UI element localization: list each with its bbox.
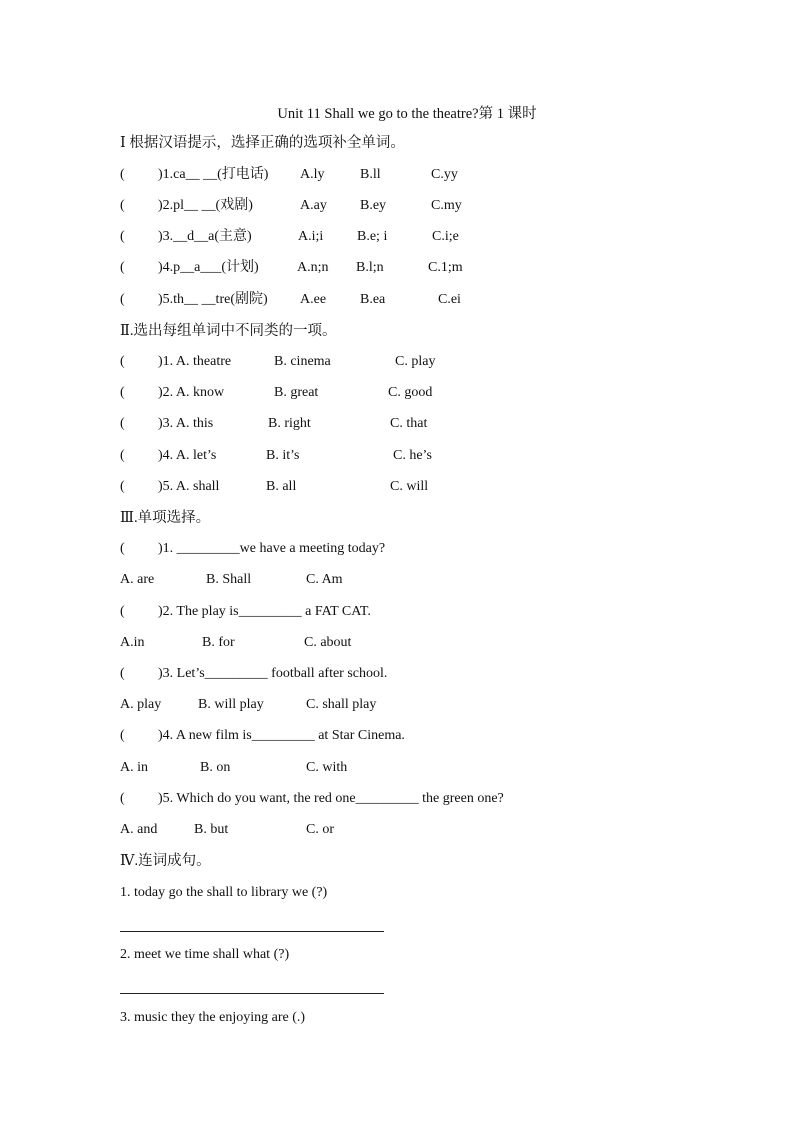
question-text: )5.th__ __tre(剧院) (158, 292, 268, 307)
option-b: B. right (268, 416, 311, 431)
question-text: )3. A. this (158, 416, 214, 431)
option-b: B.ey (360, 198, 387, 213)
option-b: B. cinema (274, 354, 331, 369)
answer-bracket: ( (120, 167, 125, 182)
option-a: A. in (120, 760, 148, 775)
question-text: )4. A. let’s (158, 448, 217, 463)
answer-bracket: ( (120, 479, 125, 494)
option-b: B.e; i (357, 229, 388, 244)
section-2-heading: Ⅱ.选出每组单词中不同类的一项。 (120, 323, 337, 339)
option-c: C. he’s (393, 448, 432, 463)
answer-bracket: ( (120, 541, 125, 556)
option-c: C. will (390, 479, 429, 494)
option-c: C.my (431, 198, 462, 213)
option-a: A. are (120, 572, 155, 587)
answer-bracket: ( (120, 448, 125, 463)
question-text: )2. A. know (158, 385, 225, 400)
list-item: 3. music they the enjoying are (.) (120, 1010, 306, 1025)
section-4-heading: Ⅳ.连词成句。 (120, 853, 211, 869)
section-1-heading: Ⅰ 根据汉语提示，选择正确的选项补全单词。 (120, 135, 405, 151)
option-c: C.i;e (432, 229, 459, 244)
question-text: )2.pl__ __(戏剧) (158, 198, 253, 213)
option-c: C. shall play (306, 697, 377, 712)
question-text: )4. A new film is_________ at Star Cinema. (158, 728, 405, 743)
answer-bracket: ( (120, 260, 125, 275)
answer-bracket: ( (120, 198, 125, 213)
option-c: C. play (395, 354, 436, 369)
option-a: A.i;i (298, 229, 324, 244)
question-text: )5. Which do you want, the red one_________ the green one? (158, 791, 504, 806)
option-c: C. about (304, 635, 352, 650)
answer-bracket: ( (120, 666, 125, 681)
answer-bracket: ( (120, 416, 125, 431)
question-text: )5. A. shall (158, 479, 220, 494)
answer-bracket: ( (120, 292, 125, 307)
page-title: Unit 11 Shall we go to the theatre?第 1 课时 (277, 106, 537, 122)
answer-bracket: ( (120, 728, 125, 743)
answer-bracket: ( (120, 791, 125, 806)
option-c: C. that (390, 416, 428, 431)
answer-bracket: ( (120, 229, 125, 244)
option-a: A.n;n (297, 260, 329, 275)
answer-bracket: ( (120, 385, 125, 400)
option-b: B. on (200, 760, 231, 775)
option-c: C. or (306, 822, 334, 837)
list-item: 2. meet we time shall what (?) (120, 947, 290, 962)
answer-bracket: ( (120, 604, 125, 619)
question-text: )1.ca__ __(打电话) (158, 167, 269, 182)
option-c: C. with (306, 760, 348, 775)
option-c: C.yy (431, 167, 458, 182)
option-c: C. good (388, 385, 433, 400)
question-text: )3. Let’s_________ football after school. (158, 666, 388, 681)
question-text: )1. _________we have a meeting today? (158, 541, 386, 556)
option-a: A.ly (300, 167, 325, 182)
option-a: A.ee (300, 292, 327, 307)
option-b: B. will play (198, 697, 264, 712)
option-a: A.in (120, 635, 145, 650)
answer-line[interactable] (120, 931, 384, 932)
list-item: 1. today go the shall to library we (?) (120, 885, 328, 900)
option-c: C. Am (306, 572, 343, 587)
option-b: B. but (194, 822, 229, 837)
option-b: B.ll (360, 167, 381, 182)
question-text: )1. A. theatre (158, 354, 232, 369)
option-b: B. all (266, 479, 297, 494)
answer-bracket: ( (120, 354, 125, 369)
option-c: C.1;m (428, 260, 463, 275)
option-b: B. great (274, 385, 319, 400)
option-a: A.ay (300, 198, 327, 213)
option-a: A. play (120, 697, 162, 712)
option-b: B. for (202, 635, 235, 650)
option-a: A. and (120, 822, 158, 837)
answer-line[interactable] (120, 993, 384, 994)
section-3-heading: Ⅲ.单项选择。 (120, 510, 211, 526)
option-b: B.ea (360, 292, 386, 307)
option-b: B. it’s (266, 448, 300, 463)
question-text: )3.__d__a(主意) (158, 229, 252, 244)
option-b: B. Shall (206, 572, 252, 587)
option-b: B.l;n (356, 260, 384, 275)
question-text: )2. The play is_________ a FAT CAT. (158, 604, 371, 619)
question-text: )4.p__a___(计划) (158, 260, 259, 275)
option-c: C.ei (438, 292, 461, 307)
